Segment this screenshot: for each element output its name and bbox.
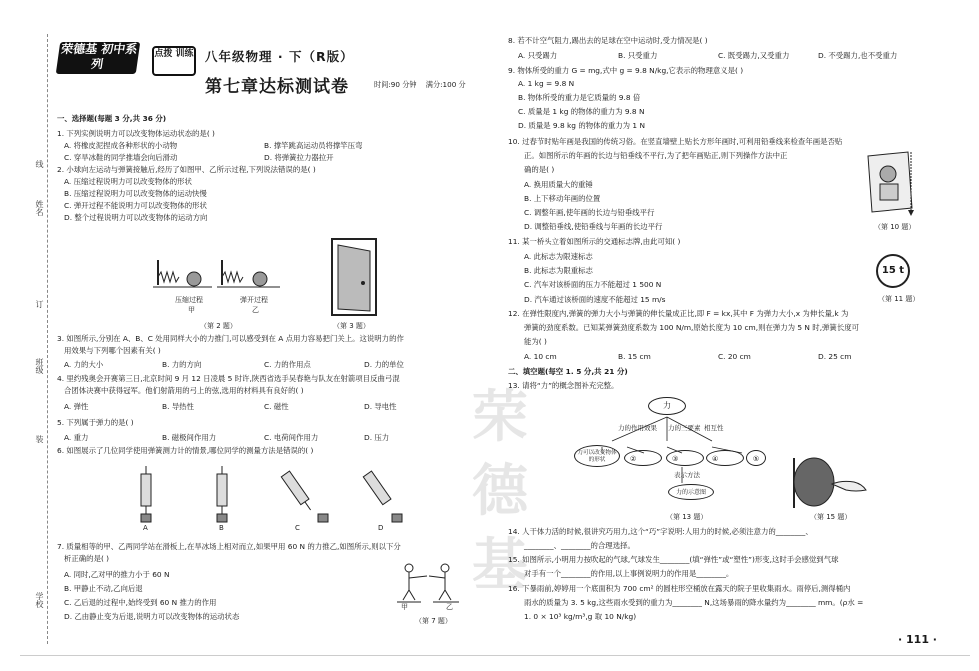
question-text: 能为( ) xyxy=(524,337,547,346)
concept-box: ⑤ xyxy=(746,450,766,466)
staple-label: 订 xyxy=(35,300,44,308)
figure-caption: D xyxy=(378,524,384,532)
question-text: 10. 过春节时贴年画是我国的传统习俗。在竖直墙壁上贴长方形年画时,可利用铅垂线来检查年画是否贴 xyxy=(508,137,843,146)
option: D. 质量是 9.8 kg 的物体的重力为 1 N xyxy=(518,121,645,130)
figure-caption: （第 2 题） xyxy=(200,322,237,330)
question-text: 3. 如图所示,分别在 A、B、C 处用同样大小的力推门,可以感受到在 A 点用力容易把门关上。这说明力的作 xyxy=(57,334,404,343)
figure-caption: （第 7 题） xyxy=(415,617,452,625)
section-title-choice: 一、选择题(每题 3 分,共 36 分) xyxy=(57,114,167,123)
concept-root: 力 xyxy=(648,397,686,415)
question-text: 确的是( ) xyxy=(524,165,555,174)
page-edge xyxy=(20,655,970,656)
name-label: 姓名 xyxy=(35,200,44,216)
figure-caption: 甲 xyxy=(401,603,408,611)
figure-caption: （第 13 题） xyxy=(666,513,708,521)
option: B. 此标志为限重标志 xyxy=(524,266,593,275)
option: C. 调整年画,使年画的长边与铅垂线平行 xyxy=(524,208,655,217)
brand-logo: 点拨 训练 xyxy=(152,46,196,76)
figure-caption: （第 10 题） xyxy=(874,223,916,231)
option: D. 力的单位 xyxy=(364,360,404,369)
page-number: · 111 · xyxy=(898,633,937,646)
option: C. 电荷间作用力 xyxy=(264,433,319,442)
figure-caption: （第 3 题） xyxy=(333,322,370,330)
option: B. 压缩过程说明力可以改变物体的运动快慢 xyxy=(64,189,207,198)
binding-line xyxy=(47,34,48,644)
concept-box: ③ xyxy=(666,450,704,466)
figure-caption: （第 15 题） xyxy=(810,513,852,521)
question-text: 弹簧的劲度系数。已知某弹簧劲度系数为 100 N/m,原始长度为 10 cm,则在弹力为 5 N 时,弹簧长度可 xyxy=(524,323,859,332)
score-label: 满分:100 分 xyxy=(425,80,466,89)
question-text: 合团体决赛中获得冠军。他们射箭用的弓上的弦,选用的材料具有良好的( ) xyxy=(64,386,304,395)
figure-caption: 甲 xyxy=(188,306,195,314)
question-text: 用效果与下列哪个因素有关( ) xyxy=(64,346,161,355)
question-text: 对手有一个________的作用,以上事例说明力的作用是________。 xyxy=(524,569,734,578)
exam-meta xyxy=(374,80,466,90)
option: D. 25 cm xyxy=(818,352,852,361)
question-text: 1. 下列实例说明力可以改变物体运动状态的是( ) xyxy=(57,129,215,138)
option: A. 弹性 xyxy=(64,402,89,411)
figure-caption: （第 11 题） xyxy=(878,295,920,303)
question-text: 1. 0 × 10³ kg/m³,g 取 10 N/kg) xyxy=(524,612,637,621)
time-label: 时间:90 分钟 xyxy=(374,80,417,89)
option: B. 磁极间作用力 xyxy=(162,433,217,442)
watermark: 荣德基 xyxy=(472,384,528,598)
option: A. 换用质量大的重锤 xyxy=(524,180,593,189)
option: A. 重力 xyxy=(64,433,89,442)
school-label: 学校 xyxy=(35,592,44,608)
question-text: 15. 如图所示,小明用力按吹起的气球,气球发生________(填“弹性”或“塑性”)形变,这时手会感觉到气球 xyxy=(508,555,839,564)
option: B. 物体所受的重力是它质量的 9.8 倍 xyxy=(518,93,641,102)
option: A. 此标志为限速标志 xyxy=(524,252,593,261)
option: A. 只受踢力 xyxy=(518,51,558,60)
option: B. 只受重力 xyxy=(618,51,658,60)
option: C. 20 cm xyxy=(718,352,751,361)
option: D. 乙由静止变为后退,说明力可以改变物体的运动状态 xyxy=(64,612,240,621)
option: A. 将橡皮泥捏成各种形状的小动物 xyxy=(64,141,178,150)
concept-box: 力可以改变物体的形状 xyxy=(574,445,620,467)
class-label: 班级 xyxy=(35,358,44,374)
concept-box: ② xyxy=(624,450,662,466)
figure-caption: B xyxy=(219,524,224,532)
test-title: 第七章达标测试卷 xyxy=(205,77,349,97)
option: C. 力的作用点 xyxy=(264,360,311,369)
series-logo: 荣德基 初中系列 xyxy=(56,42,140,74)
concept-label: 表示方法 xyxy=(674,471,700,479)
question-text: ________、________的合理选择。 xyxy=(524,541,635,550)
section-title-fill: 二、填空题(每空 1. 5 分,共 21 分) xyxy=(508,367,628,376)
question-text: 6. 如图展示了几位同学使用弹簧测力计的情景,哪位同学的测量方法是错误的( ) xyxy=(57,446,314,455)
balloon-figure xyxy=(792,454,872,512)
question-text: 5. 下列属于弹力的是( ) xyxy=(57,418,134,427)
option: B. 力的方向 xyxy=(162,360,202,369)
cut-line-label: 线 xyxy=(35,160,44,168)
question-text: 8. 若不计空气阻力,踢出去的足球在空中运动时,受力情况是( ) xyxy=(508,36,708,45)
concept-box: ④ xyxy=(706,450,744,466)
figure-caption: 压缩过程 xyxy=(175,296,203,304)
weight-limit-sign: 15 t xyxy=(876,254,910,288)
question-text: 2. 小球向左运动与弹簧接触后,经历了如图甲、乙所示过程,下列说法错误的是( ) xyxy=(57,165,316,174)
concept-branch: 力的三要素 xyxy=(668,424,701,432)
concept-branch: 相互性 xyxy=(704,424,724,432)
option: C. 穿旱冰鞋的同学推墙会向后滑动 xyxy=(64,153,178,162)
option: D. 导电性 xyxy=(364,402,397,411)
option: D. 整个过程说明力可以改变物体的运动方向 xyxy=(64,213,208,222)
concept-box: 力的示意图 xyxy=(668,484,714,500)
option: C. 汽车对该桥面的压力不能超过 1 500 N xyxy=(524,280,662,289)
figure-caption: 弹开过程 xyxy=(240,296,268,304)
door-figure xyxy=(330,237,380,317)
option: D. 压力 xyxy=(364,433,390,442)
option: B. 撑竿跳高运动员将撑竿压弯 xyxy=(264,141,363,150)
question-text: 13. 请将“力”的概念图补充完整。 xyxy=(508,381,619,390)
question-text: 9. 物体所受的重力 G = mg,式中 g = 9.8 N/kg,它表示的物理意义是( ) xyxy=(508,66,744,75)
question-text: 正。如图所示的年画的长边与铅垂线不平行,为了把年画贴正,则下列操作方法中正 xyxy=(524,151,788,160)
figure-caption: 乙 xyxy=(446,603,453,611)
option: A. 力的大小 xyxy=(64,360,104,369)
figure-caption: A xyxy=(143,524,148,532)
question-text: 11. 某一桥头立着如图所示的交通标志牌,由此可知( ) xyxy=(508,237,681,246)
spring-scale-figure xyxy=(130,462,420,530)
option: D. 汽车通过该桥面的速度不能超过 15 m/s xyxy=(524,295,666,304)
option: B. 导热性 xyxy=(162,402,194,411)
option: B. 15 cm xyxy=(618,352,651,361)
concept-branch: 力的作用效果 xyxy=(618,424,657,432)
figure-caption: C xyxy=(295,524,300,532)
option: D. 调整铅垂线,使铅垂线与年画的长边平行 xyxy=(524,222,663,231)
figure-caption: 乙 xyxy=(252,306,259,314)
option: A. 压缩过程说明力可以改变物体的形状 xyxy=(64,177,192,186)
option: C. 乙后退的过程中,始终受到 60 N 推力的作用 xyxy=(64,598,217,607)
book-title: 八年级物理 · 下（R版） xyxy=(205,49,354,64)
option: D. 不受踢力,也不受重力 xyxy=(818,51,898,60)
question-text: 12. 在弹性限度内,弹簧的弹力大小与弹簧的伸长量成正比,即 F = kx,其中 F 为弹力大小,x 为伸长量,k 为 xyxy=(508,309,849,318)
question-text: 雨水的质量为 3. 5 kg,这些雨水受到的重力为________ N,这场暴雨的降水量约为________ mm。(ρ水 = xyxy=(524,598,864,607)
option: B. 甲静止不动,乙向后退 xyxy=(64,584,143,593)
option: B. 上下移动年画的位置 xyxy=(524,194,601,203)
option: C. 既受踢力,又受重力 xyxy=(718,51,790,60)
option: A. 同时,乙对甲的推力小于 60 N xyxy=(64,570,170,579)
option: C. 质量是 1 kg 的物体的重力为 9.8 N xyxy=(518,107,645,116)
option: C. 弹开过程不能说明力可以改变物体的形状 xyxy=(64,201,207,210)
question-text: 16. 下暴雨前,婷婷用一个底面积为 700 cm² 的圆柱形空桶放在露天的院子里收集雨水。雨停后,测得桶内 xyxy=(508,584,851,593)
question-text: 析正确的是( ) xyxy=(64,554,110,563)
option: C. 磁性 xyxy=(264,402,289,411)
question-text: 7. 质量相等的甲、乙两同学站在滑板上,在旱冰场上相对而立,如果甲用 60 N 的力推乙,如图所示,则以下分 xyxy=(57,542,401,551)
question-text: 14. 人干体力活的时候,很讲究巧用力,这个“巧”字说明:人用力的时候,必须注意力的________、 xyxy=(508,527,813,536)
option: D. 将弹簧拉力器拉开 xyxy=(264,153,334,162)
option: A. 10 cm xyxy=(524,352,557,361)
option: A. 1 kg = 9.8 N xyxy=(518,79,575,88)
bind-label: 装 xyxy=(35,435,44,443)
new-year-picture-figure xyxy=(862,150,922,220)
spring-ball-figure xyxy=(150,255,290,315)
question-text: 4. 里约残奥会开赛第三日,北京时间 9 月 12 日凌晨 5 时许,陕西省选手吴春艳与队友在射箭项目反曲弓混 xyxy=(57,374,400,383)
